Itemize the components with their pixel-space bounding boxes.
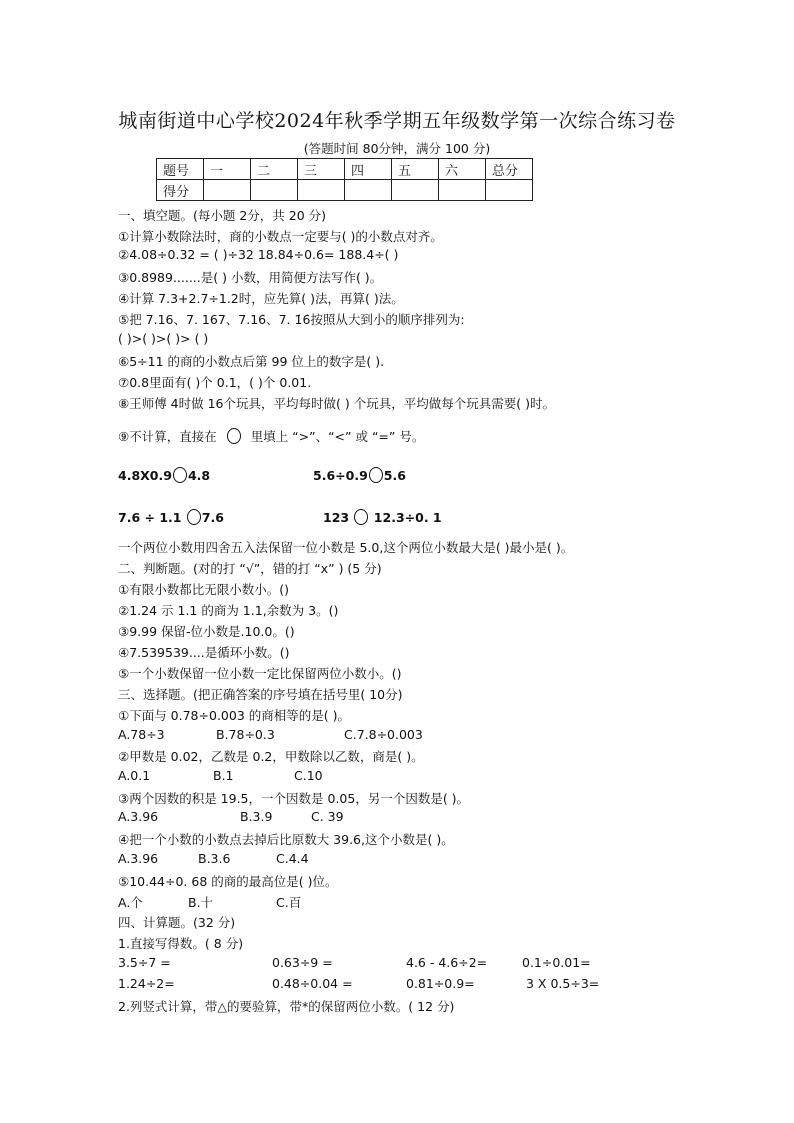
exam-info: (答题时间 80分钟，满分 100 分) [303,141,491,156]
compare-right: 12.3÷0. 1 [369,510,442,525]
compare-right: 7.6 [201,510,224,525]
choice: C. 39 [311,809,344,824]
calc-item: 4.6 - 4.6÷2= [406,955,488,970]
question-2-3: ③9.99 保留-位小数是.10.0。() [118,624,295,639]
choice: C.7.8÷0.003 [344,727,423,742]
compare-item [313,467,406,483]
choice: B.3.6 [198,851,231,866]
page-title: 城南街道中心学校2024年秋季学期五年级数学第一次综合练习卷 [118,110,676,132]
question-3-4: ④把一个小数的小数点去掉后比原数大 39.6,这个小数是( )。 [118,832,454,847]
score-cell[interactable] [204,180,251,201]
question-1-6: ⑥5÷11 的商的小数点后第 99 位上的数字是( ). [118,354,385,369]
question-1-2: ②4.08÷0.32 = ( )÷32 18.84÷0.6= 188.4÷( ) [118,247,399,262]
question-2-5: ⑤一个小数保留一位小数一定比保留两位小数小。() [118,666,402,681]
compare-circle[interactable] [354,509,368,525]
question-2-1: ①有限小数都比无限小数小。() [118,582,289,597]
choice: B.十 [188,895,214,910]
score-header-cell: 六 [439,159,486,180]
question-1-5: ⑤把 7.16、7. 167、7.16̇、7. 1̇6̇按照从大到小的顺序排列为: [118,312,465,327]
score-row-label: 得分 [157,180,204,201]
calc-item: 0.48÷0.04 = [272,976,353,991]
choice: C.百 [276,895,302,910]
score-header-cell: 三 [298,159,345,180]
compare-left: 7.6 ÷ 1.1 [118,510,186,525]
compare-left: 123 [323,510,354,525]
section-3-heading: 三、选择题。(把正确答案的序号填在括号里( 10分) [118,687,403,702]
question-1-4: ④计算 7.3+2.7÷1.2时，应先算( )法，再算( )法。 [118,291,404,306]
question-1-8: ⑧王师傅 4时做 16个玩具，平均每时做( ) 个玩具，平均做每个玩具需要( )时。 [118,396,555,411]
question-1-7: ⑦0.8里面有( )个 0.1，( )个 0.01. [118,375,312,390]
calc-item: 0.1÷0.01= [522,955,591,970]
calc-item: 0.81÷0.9= [406,976,475,991]
compare-circle[interactable] [369,467,383,483]
score-cell[interactable] [345,180,392,201]
calc-item: 3 X 0.5÷3= [526,976,600,991]
choice: A.78÷3 [118,727,165,742]
section-4-heading: 四、计算题。(32 分) [118,915,236,930]
score-header-cell: 总分 [486,159,533,180]
question-3-3: ③两个因数的积是 19.5，一个因数是 0.05，另一个因数是( )。 [118,791,470,806]
calc-item: 3.5÷7 = [118,955,171,970]
compare-item [323,509,442,525]
circle-icon [227,428,241,444]
question-3-1: ①下面与 0.78÷0.003 的商相等的是( )。 [118,708,350,723]
compare-item [118,509,224,525]
section-2-heading: 二、判断题。(对的打 “√”，错的打 “x” ) (5 分) [118,561,382,576]
question-2-2: ②1.24 示 1.1 的商为 1.1,余数为 3。() [118,603,339,618]
question-1-9 [118,427,424,445]
score-cell[interactable] [251,180,298,201]
question-2-4: ④7.539539....是循环小数。() [118,645,290,660]
compare-right: 4.8 [187,468,211,483]
compare-right: 5.6 [383,468,406,483]
compare-circle[interactable] [187,509,201,525]
question-3-2: ②甲数是 0.02，乙数是 0.2，甲数除以乙数，商是( )。 [118,749,424,764]
question-1-5-blanks: ( )>( )>( )> ( ) [118,331,209,346]
question-1-9-suffix: 里填上 “>”、“<” 或 “=” 号。 [250,429,425,444]
section-4-2-heading: 2.列竖式计算，带△的要验算，带*的保留两位小数。( 12 分) [118,999,455,1014]
score-table [156,158,533,201]
score-header-cell: 题号 [157,159,204,180]
question-3-5: ⑤10.44÷0. 68 的商的最高位是( )位。 [118,874,338,889]
choice: A.个 [118,895,143,910]
compare-circle[interactable] [173,467,187,483]
score-table-score-row [157,180,533,201]
compare-left: 4.8X0.9 [118,468,172,483]
score-cell[interactable] [298,180,345,201]
score-header-cell: 一 [204,159,251,180]
calc-item: 0.63÷9 = [272,955,333,970]
choice: B.78÷0.3 [216,727,275,742]
section-4-1-heading: 1.直接写得数。( 8 分) [118,936,244,951]
choice: C.4.4 [276,851,309,866]
score-header-cell: 四 [345,159,392,180]
choice: B.3.9 [240,809,273,824]
choice: A.3.96 [118,851,159,866]
compare-item [118,467,210,483]
calc-item: 1.24÷2= [118,976,175,991]
score-cell[interactable] [392,180,439,201]
question-1-3: ③0.8989.......是( ) 小数，用简便方法写作( )。 [118,270,383,285]
score-cell[interactable] [439,180,486,201]
score-cell[interactable] [486,180,533,201]
choice: B.1 [213,768,234,783]
question-1-9-prefix: ⑨不计算，直接在 [118,429,217,444]
score-table-header-row [157,159,533,180]
compare-left: 5.6÷0.9 [313,468,368,483]
question-1-10: 一个两位小数用四舍五入法保留一位小数是 5.0,这个两位小数最大是( )最小是( )。 [118,540,574,555]
section-1-heading: 一、填空题。(每小题 2分，共 20 分) [118,208,327,223]
question-1-1: ①计算小数除法时，商的小数点一定要与( )的小数点对齐。 [118,229,443,244]
choice: C.10 [294,768,323,783]
choice: A.3.96 [118,809,159,824]
score-header-cell: 二 [251,159,298,180]
score-header-cell: 五 [392,159,439,180]
choice: A.0.1 [118,768,151,783]
